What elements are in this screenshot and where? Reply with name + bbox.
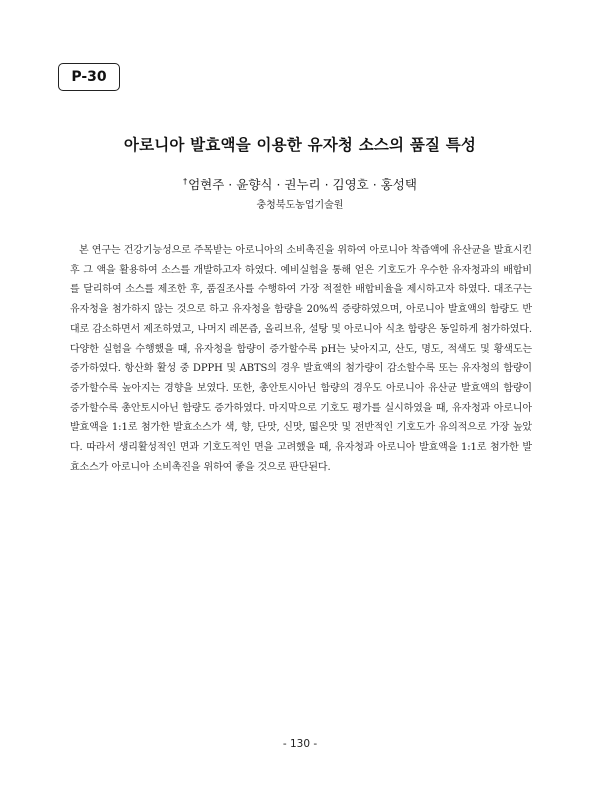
page-number: - 130 - [282,738,318,750]
corresponding-author-mark: † [183,177,188,186]
paper-title: 아로니아 발효액을 이용한 유자청 소스의 품질 특성 [123,136,477,154]
author-names: 엄현주 · 윤향식 · 권누리 · 김영호 · 홍성택 [188,177,417,192]
abstract-body: 본 연구는 건강기능성으로 주목받는 아로니아의 소비촉진을 위하여 아로니아 착즙액에 유산균을 발효시킨 후 그 액을 활용하여 소스를 개발하고자 하였다. 예비실험을 통해 얻은 기호도가 우수한 유자청과의 배합비를 달리하여 소스를 제조한 후, 품질조사를 수행하여 가장 적절한 배합비율을 제시하고자 하였다. 대조구는 유자청을 첨가하지 않는 것으로 하고 유자청을 함량을 20%씩 증량하였으며, 아로니아 발효액의 함량도 반대로 감소하면서 제조하였고, 나머지 레몬즙, 올리브유, 설탕 및 아로니아 식초 함량은 동일하게 첨가하였다. 다양한 실험을 수행했을 때, 유자청을 함량이 증가할수록 pH는 낮아지고, 산도, 명도, 적색도 및 황색도는 증가하였다. 항산화 활성 중 DPPH 및 ABTS의 경우 발효액의 첨가량이 감소할수록 또는 유자청의 함량이 증가할수록 높아지는 경향을 보였다. 또한, 총안토시아닌 함량의 경우도 아로니아 유산균 발효액의 함량이 증가할수록 총안토시아닌 함량도 증가하였다. 마지막으로 기호도 평가를 실시하였을 때, 유자청과 아로니아 발효액을 1:1로 첨가한 발효소스가 색, 향, 단맛, 신맛, 떫은맛 및 전반적인 기호도가 유의적으로 가장 높았다. 따라서 생리활성적인 면과 기호도적인 면을 고려했을 때, 유자청과 아로니아 발효액을 1:1로 첨가한 발효소스가 아로니아 소비촉진을 위하여 좋을 것으로 판단된다. [70,245,532,473]
poster-number-badge: P-30 [58,63,120,91]
affiliation: 충청북도농업기술원 [256,200,344,211]
author-list [0,175,600,193]
